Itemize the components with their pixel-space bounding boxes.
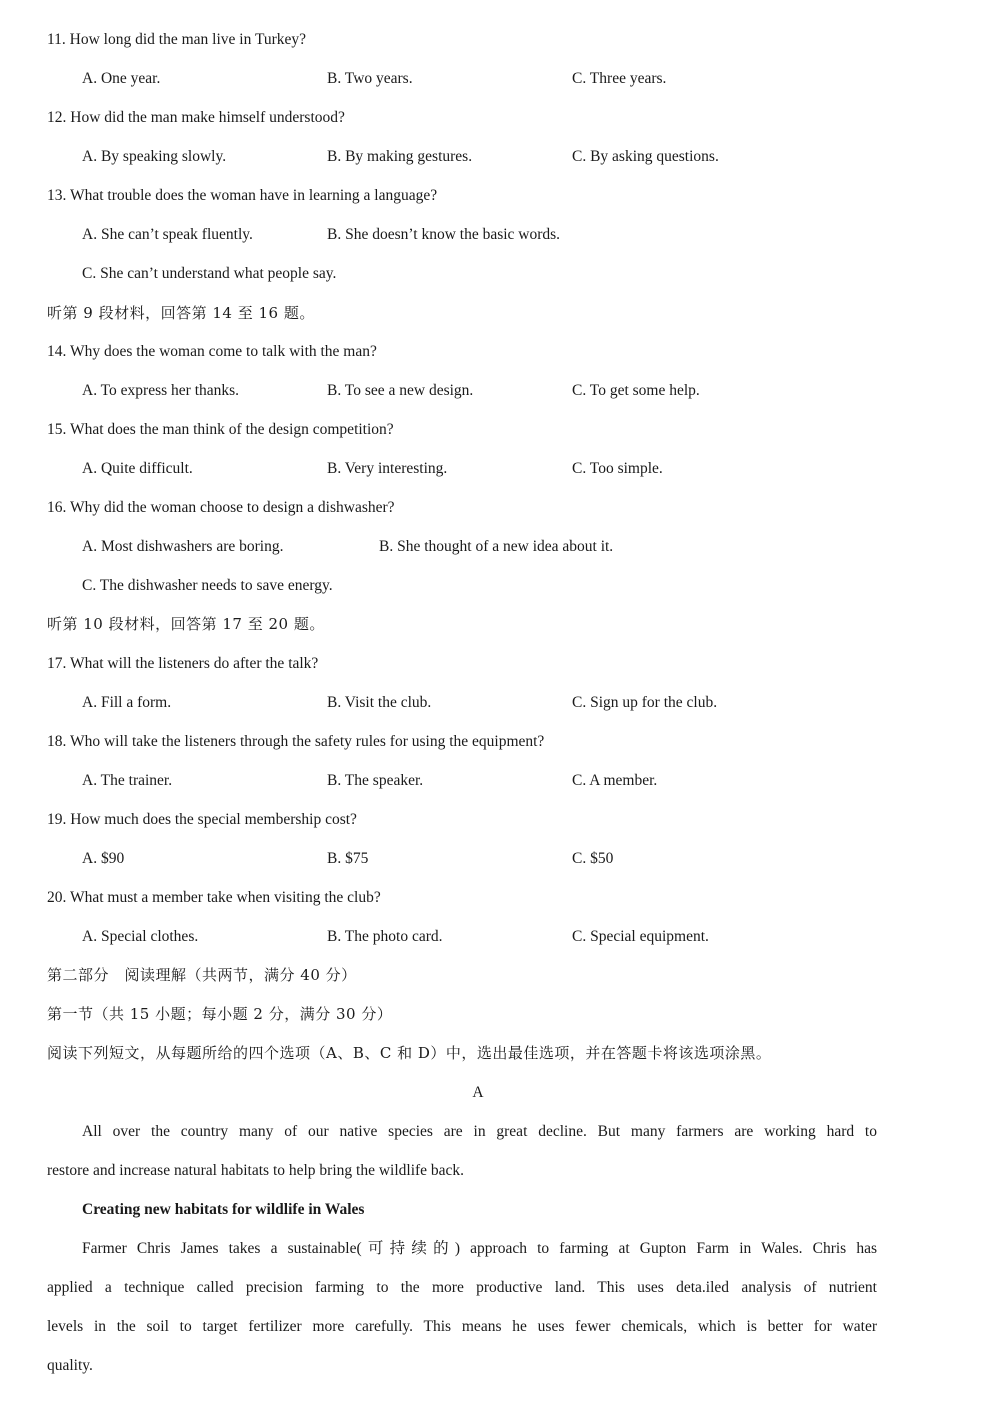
q12-option-a: A. By speaking slowly. (82, 148, 227, 165)
q19-option-b: B. $75 (327, 850, 369, 867)
q18-option-a: A. The trainer. (82, 772, 173, 789)
passage-paragraph-1-line-2: restore and increase natural habitats to help bring the wildlife back. (47, 1162, 465, 1179)
q13-option-a: A. She can’t speak fluently. (82, 226, 253, 243)
q14-option-b: B. To see a new design. (327, 382, 474, 399)
q19-option-a: A. $90 (82, 850, 125, 867)
question-14-stem: 14. Why does the woman come to talk with the man? (47, 343, 377, 360)
q18-option-c: C. A member. (572, 772, 658, 789)
question-17-stem: 17. What will the listeners do after the talk? (47, 655, 319, 672)
q14-option-c: C. To get some help. (572, 382, 700, 399)
question-19-stem: 19. How much does the special membership cost? (47, 811, 357, 828)
q20-option-c: C. Special equipment. (572, 928, 709, 945)
passage-section-heading: Creating new habitats for wildlife in Wales (82, 1201, 365, 1218)
q17-option-b: B. Visit the club. (327, 694, 432, 711)
question-16-stem: 16. Why did the woman choose to design a dishwasher? (47, 499, 395, 516)
q15-option-c: C. Too simple. (572, 460, 663, 477)
q16-option-b: B. She thought of a new idea about it. (379, 538, 614, 555)
passage-paragraph-2-line-4: quality. (47, 1357, 93, 1374)
passage-label: A (472, 1084, 484, 1101)
reading-instructions: 阅读下列短文，从每题所给的四个选项（A、B、C 和 D）中，选出最佳选项，并在答题卡将该选项涂黑。 (47, 1044, 772, 1062)
q20-option-a: A. Special clothes. (82, 928, 199, 945)
question-11-stem: 11. How long did the man live in Turkey? (47, 31, 307, 48)
section-10-instruction: 听第 10 段材料，回答第 17 至 20 题。 (47, 615, 325, 633)
q11-option-a: A. One year. (82, 70, 161, 87)
q17-option-a: A. Fill a form. (82, 694, 172, 711)
q12-option-c: C. By asking questions. (572, 148, 719, 165)
question-15-stem: 15. What does the man think of the design competition? (47, 421, 394, 438)
q15-option-a: A. Quite difficult. (82, 460, 193, 477)
q20-option-b: B. The photo card. (327, 928, 443, 945)
q18-option-b: B. The speaker. (327, 772, 424, 789)
q19-option-c: C. $50 (572, 850, 614, 867)
question-20-stem: 20. What must a member take when visiting the club? (47, 889, 381, 906)
question-18-stem: 18. Who will take the listeners through the safety rules for using the equipment? (47, 733, 545, 750)
q17-option-c: C. Sign up for the club. (572, 694, 718, 711)
section-1-heading: 第一节（共 15 小题；每小题 2 分，满分 30 分） (47, 1005, 393, 1023)
q11-option-c: C. Three years. (572, 70, 667, 87)
part-2-heading: 第二部分 阅读理解（共两节，满分 40 分） (47, 966, 357, 984)
passage-paragraph-1-line-1: All over the country many of our native species are in great decline. But many farmers are working hard to (82, 1123, 877, 1140)
q12-option-b: B. By making gestures. (327, 148, 473, 165)
question-13-stem: 13. What trouble does the woman have in learning a language? (47, 187, 438, 204)
passage-paragraph-2-line-3: levels in the soil to target fertilizer more carefully. This means he uses fewer chemicals, which is better for water (47, 1318, 877, 1335)
q13-option-b: B. She doesn’t know the basic words. (327, 226, 561, 243)
question-12-stem: 12. How did the man make himself understood? (47, 109, 345, 126)
q16-option-a: A. Most dishwashers are boring. (82, 538, 284, 555)
q15-option-b: B. Very interesting. (327, 460, 448, 477)
q14-option-a: A. To express her thanks. (82, 382, 240, 399)
passage-paragraph-2-line-2: applied a technique called precision farming to the more productive land. This uses deta.iled analysis of nutrient (47, 1279, 877, 1296)
section-9-instruction: 听第 9 段材料，回答第 14 至 16 题。 (47, 304, 315, 322)
q13-option-c: C. She can’t understand what people say. (82, 265, 337, 282)
q16-option-c: C. The dishwasher needs to save energy. (82, 577, 333, 594)
q11-option-b: B. Two years. (327, 70, 413, 87)
passage-paragraph-2-line-1: Farmer Chris James takes a sustainable(可持续的) approach to farming at Gupton Farm in Wales. Chris has (82, 1240, 877, 1257)
